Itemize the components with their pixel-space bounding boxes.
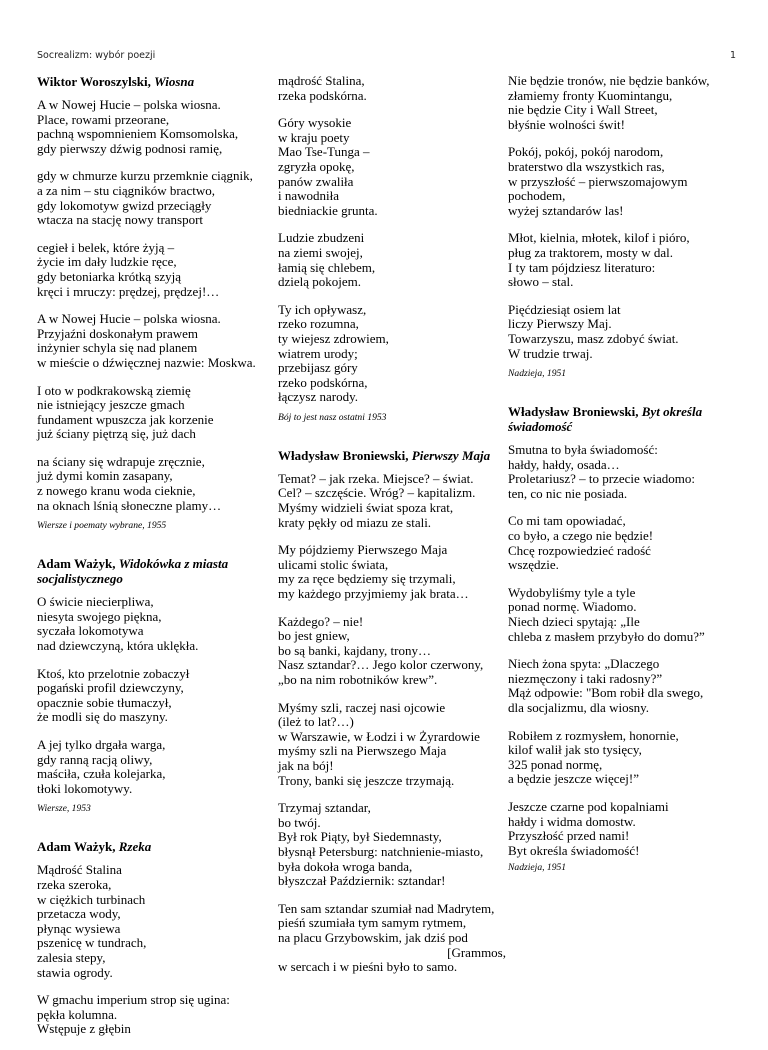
verse-line: przebijasz góry <box>278 360 358 376</box>
verse-line: opacznie sobie tłumaczył, <box>37 694 172 710</box>
verse-line: a za nim – stu ciągników bractwo, <box>37 182 215 198</box>
author-name: Wiktor Woroszylski, <box>37 74 151 89</box>
verse-line: chleba z masłem przybyło do domu?” <box>508 628 705 644</box>
verse-line: już dymi komin zasapany, <box>37 468 173 484</box>
verse-line: wiatrem urody; <box>278 345 358 361</box>
verse-line: (ileż to lat?…) <box>278 714 354 730</box>
verse-line: w sercach i w pieśni było to samo. <box>278 959 458 975</box>
verse-line: wtacza na stację nowy transport <box>37 212 204 228</box>
verse-line: ty wiejesz zdrowiem, <box>278 330 389 346</box>
column-2 <box>278 74 506 988</box>
verse-line: Cel? – szczęście. Wróg? – kapitalizm. <box>278 485 476 501</box>
verse-line: syczała lokomotywa <box>37 623 144 639</box>
verse-line: Co mi tam opowiadać, <box>508 513 626 529</box>
stanza <box>508 74 744 132</box>
poem-heading <box>37 839 269 854</box>
verse-line: Wydobyliśmy tyle a tyle <box>508 584 636 600</box>
source-citation: Nadzieja, 1951 <box>508 862 567 874</box>
verse-line: pękła kolumna. <box>37 1006 118 1022</box>
verse-line: Każdego? – nie! <box>278 613 364 629</box>
verse-line: Był rok Piąty, był Siedemnasty, <box>278 829 442 845</box>
stanza <box>278 303 506 405</box>
verse-line: Niech żona spyta: „Dlaczego <box>508 656 660 672</box>
verse-line: że modli się do maszyny. <box>37 709 168 725</box>
verse-line: w przyszłość – pierwszomajowym <box>508 173 688 189</box>
verse-line: my każdego przyjmiemy jak brata… <box>278 586 469 602</box>
stanza <box>278 231 506 289</box>
verse-line: bo są banki, kajdany, trony… <box>278 642 431 658</box>
verse-line: Ktoś, kto przelotnie zobaczył <box>37 665 190 681</box>
author-name: Władysław Broniewski, <box>278 447 409 463</box>
column-1 <box>37 74 269 1050</box>
verse-line: kilof walił jak sto tysięcy, <box>508 742 642 758</box>
verse-line: nie będzie City i Wall Street, <box>508 102 658 118</box>
verse-line: fundament wpuszcza jak korzenie <box>37 411 214 427</box>
verse-line: I ty tam pójdziesz literaturo: <box>508 259 656 275</box>
verse-line: Wstępuje z głębin <box>37 1021 131 1037</box>
source-citation: Wiersze, 1953 <box>37 803 91 815</box>
verse-line: A jej tylko drgała warga, <box>37 737 166 752</box>
verse-line: w Warszawie, w Łodzi i w Żyrardowie <box>278 728 480 744</box>
verse-line: stawia ogrody. <box>37 964 113 980</box>
verse-line: pogański profil dziewczyny, <box>37 680 184 696</box>
stanza <box>508 145 744 218</box>
verse-line: Góry wysokie <box>278 115 352 131</box>
verse-line: biedniackie grunta. <box>278 202 378 218</box>
verse-line: płynąc wysiewa <box>37 920 121 936</box>
verse-line: Nie będzie tronów, nie będzie banków, <box>508 73 710 88</box>
verse-line: zalesia stepy, <box>37 949 106 965</box>
stanza <box>37 993 269 1037</box>
verse-line: na oknach lśnią słoneczne plamy… <box>37 497 222 513</box>
poem-title: Pierwszy Maja <box>411 447 491 463</box>
stanza <box>37 169 269 227</box>
stanza <box>508 303 744 361</box>
verse-line: niesyta swojego piękna, <box>37 608 162 624</box>
verse-line: braterstwo dla wszystkich ras, <box>508 158 665 174</box>
verse-line: bo jest gniew, <box>278 628 350 644</box>
verse-line: gdy w chmurze kurzu przemknie ciągnik, <box>37 168 253 184</box>
poem-heading <box>508 404 744 434</box>
verse-line: słowo – stal. <box>508 274 574 290</box>
verse-line: złamiemy fronty Kuomintangu, <box>508 87 673 103</box>
stanza <box>508 514 744 572</box>
stanza <box>37 312 269 370</box>
verse-line: a będzie jeszcze więcej!” <box>508 771 639 787</box>
verse-line: Pięćdziesiąt osiem lat <box>508 301 621 317</box>
verse-line: liczy Pierwszy Maj. <box>508 316 612 332</box>
author-name: Adam Ważyk, <box>37 556 116 572</box>
verse-line: wyżej sztandarów las! <box>508 202 624 218</box>
verse-line: z nowego kranu woda cieknie, <box>37 483 196 499</box>
verse-line: łączysz narody. <box>278 389 359 405</box>
verse-line: Przyjaźni doskonałym prawem <box>37 325 199 341</box>
stanza <box>278 701 506 789</box>
stanza <box>37 667 269 725</box>
verse-line: W trudzie trwaj. <box>508 345 593 361</box>
verse-line: przetacza wody, <box>37 906 121 922</box>
verse-line: bo twój. <box>278 814 321 830</box>
stanza <box>508 657 744 715</box>
verse-line: Przyszłość przed nami! <box>508 828 630 844</box>
verse-line: gdy betoniarka krótką szyją <box>37 268 182 284</box>
source-citation: Nadzieja, 1951 <box>508 368 567 380</box>
verse-line: Byt określa świadomość! <box>508 842 640 858</box>
verse-line: Nasz sztandar?… Jego kolor czerwony, <box>278 657 484 673</box>
document-title: Socrealizm: wybór poezji <box>37 50 156 61</box>
verse-line: Towarzyszu, masz zdobyć świat. <box>508 330 679 346</box>
verse-line: Trony, banki się jeszcze trzymają. <box>278 772 455 788</box>
verse-line: 325 ponad normę, <box>508 756 603 772</box>
verse-line: na ściany się wdrapuje zręcznie, <box>37 453 205 469</box>
verse-line: była dokoła wroga banda, <box>278 858 413 874</box>
verse-line: już ściany piętrzą się, już dach <box>37 426 196 442</box>
verse-line: mądrość Stalina, <box>278 73 365 88</box>
verse-line: A w Nowej Hucie – polska wiosna. <box>37 311 221 327</box>
poem-title: Wiosna <box>154 74 195 89</box>
verse-line: A w Nowej Hucie – polska wiosna. <box>37 97 221 112</box>
verse-line: Trzymaj sztandar, <box>278 800 371 816</box>
verse-line: niezmęczony i taki radosny?” <box>508 670 663 686</box>
verse-line: Place, rowami przeorane, <box>37 111 170 127</box>
verse-line: rzeka szeroka, <box>37 876 112 892</box>
verse-line: Ten sam sztandar szumiał nad Madrytem, <box>278 900 495 916</box>
stanza <box>278 801 506 889</box>
verse-line: błyszczał Październik: sztandar! <box>278 873 446 889</box>
verse-line: hałdy i widma domostw. <box>508 813 636 829</box>
verse-line: Niech dzieci spytają: „Ile <box>508 614 640 630</box>
verse-line: i nawodniła <box>278 188 340 204</box>
column-3 <box>508 74 744 898</box>
verse-line: Robiłem z rozmysłem, honornie, <box>508 727 679 743</box>
verse-line: kręci i mruczy: prędzej, prędzej!… <box>37 283 220 299</box>
verse-line: My pójdziemy Pierwszego Maja <box>278 542 448 558</box>
verse-line: Mądrość Stalina <box>37 862 122 878</box>
page-number: 1 <box>729 50 736 61</box>
verse-line: Mąż odpowie: "Bom robił dla swego, <box>508 685 704 701</box>
verse-line: dzielą pokojem. <box>278 274 362 290</box>
verse-line: na placu Grzybowskim, jak dziś pod <box>278 929 468 945</box>
stanza <box>508 231 744 289</box>
verse-line: Jeszcze czarne pod kopalniami <box>508 798 669 814</box>
source-citation: Bój to jest nasz ostatni 1953 <box>278 411 387 423</box>
stanza <box>37 455 269 513</box>
stanza <box>508 729 744 787</box>
stanza <box>37 595 269 653</box>
verse-line: hałdy, hałdy, osada… <box>508 456 620 472</box>
verse-line: nad dziewczyną, która uklękła. <box>37 638 199 654</box>
poem-heading <box>278 448 506 463</box>
verse-line: Młot, kielnia, młotek, kilof i pióro, <box>508 230 690 246</box>
verse-line: my za ręce będziemy się trzymali, <box>278 571 456 587</box>
verse-line: gdy lokomotyw gwizd przeciągły <box>37 197 212 213</box>
stanza <box>37 241 269 299</box>
verse-line: Pokój, pokój, pokój narodom, <box>508 144 664 160</box>
verse-line: I oto w podkrakowską ziemię <box>37 382 191 398</box>
verse-line: wszędzie. <box>508 557 559 573</box>
verse-line: Proletariusz? – to przecie wiadomo: <box>508 471 695 487</box>
stanza <box>37 98 269 156</box>
stanza <box>278 74 506 103</box>
poem-heading <box>37 556 269 586</box>
verse-line: pszenicę w tundrach, <box>37 935 147 951</box>
poem-title: Rzeka <box>118 839 152 855</box>
verse-line: O świcie niecierpliwa, <box>37 594 154 610</box>
verse-line: łamią się chlebem, <box>278 259 376 275</box>
verse-line: w mieście o dźwięcznej nazwie: Moskwa. <box>37 354 256 370</box>
verse-line: maściła, czuła kolejarka, <box>37 766 166 782</box>
verse-line: nie istniejący jeszcze gmach <box>37 397 185 413</box>
verse-line: „bo na nim robotników krew”. <box>278 672 438 687</box>
verse-line: Myśmy widzieli świat spoza krat, <box>278 500 454 516</box>
verse-line: inżynier schyla się nad planem <box>37 340 198 356</box>
verse-line: panów zwaliła <box>278 173 354 189</box>
author-name: Adam Ważyk, <box>37 839 116 855</box>
verse-line: dla socjalizmu, dla wiosny. <box>508 700 650 715</box>
stanza <box>37 738 269 796</box>
verse-line: na ziemi swojej, <box>278 244 363 260</box>
verse-line: jak na bój! <box>278 757 334 773</box>
source-citation: Wiersze i poematy wybrane, 1955 <box>37 520 167 532</box>
stanza <box>278 472 506 530</box>
verse-line: Temat? – jak rzeka. Miejsce? – świat. <box>278 470 474 486</box>
verse-line: Ty ich opływasz, <box>278 301 367 317</box>
verse-line-continuation: [Grammos, <box>447 944 506 960</box>
verse-line: w kraju poety <box>278 129 350 145</box>
verse-line: rzeko podskórna, <box>278 374 368 390</box>
verse-line: co było, a czego nie będzie! <box>508 528 654 544</box>
verse-line: Chcę rozpowiedzieć radość <box>508 542 651 558</box>
verse-line: kraty pękły od miazu ze stali. <box>278 514 432 530</box>
verse-line: rzeko rozumna, <box>278 316 359 332</box>
stanza <box>508 443 744 501</box>
page-header <box>37 50 736 66</box>
verse-line: życie im dały ludzkie ręce, <box>37 254 177 270</box>
stanza <box>278 615 506 688</box>
verse-line: Ludzie zbudzeni <box>278 230 365 246</box>
verse-line: cegieł i belek, które żyją – <box>37 239 175 255</box>
verse-line: pieśń szumiała tym samym rytmem, <box>278 915 467 931</box>
stanza <box>508 800 744 858</box>
verse-line: W gmachu imperium strop się ugina: <box>37 992 230 1008</box>
author-name: Władysław Broniewski, <box>508 404 639 420</box>
verse-line: gdy pierwszy dźwig podnosi ramię, <box>37 140 223 156</box>
verse-line: ten, co nic nie posiada. <box>508 485 628 501</box>
poem-title: Byt określa świadomość <box>508 404 703 435</box>
stanza <box>37 384 269 442</box>
stanza <box>278 116 506 218</box>
verse-line: w ciężkich turbinach <box>37 891 146 907</box>
verse-line: rzeka podskórna. <box>278 87 367 103</box>
verse-line: zgryzła opokę, <box>278 158 355 174</box>
verse-line: pachną wspomnieniem Komsomolska, <box>37 126 239 142</box>
stanza <box>37 863 269 980</box>
verse-line: myśmy szli na Pierwszego Maja <box>278 743 447 759</box>
verse-line: gdy ranną racją oliwy, <box>37 751 153 767</box>
verse-line: Smutna to była świadomość: <box>508 442 658 458</box>
poem-heading <box>37 74 269 89</box>
stanza <box>278 543 506 601</box>
verse-line: błysnął Petersburg: natchnienie-miasto, <box>278 843 484 859</box>
stanza <box>508 586 744 644</box>
verse-line: błyśnie wolności świt! <box>508 116 625 132</box>
verse-line: ponad normę. Wiadomo. <box>508 599 637 615</box>
verse-line: Mao Tse-Tunga – <box>278 144 370 160</box>
verse-line: pochodem, <box>508 188 566 204</box>
verse-line: Myśmy szli, raczej nasi ojcowie <box>278 699 446 715</box>
verse-line: ulicami stolic świata, <box>278 556 389 572</box>
verse-line: pług za traktorem, mosty w dal. <box>508 244 673 260</box>
verse-line: tłoki lokomotywy. <box>37 780 133 796</box>
poem-title: Widokówka z miasta socjalistycznego <box>37 556 229 587</box>
stanza <box>278 902 506 975</box>
